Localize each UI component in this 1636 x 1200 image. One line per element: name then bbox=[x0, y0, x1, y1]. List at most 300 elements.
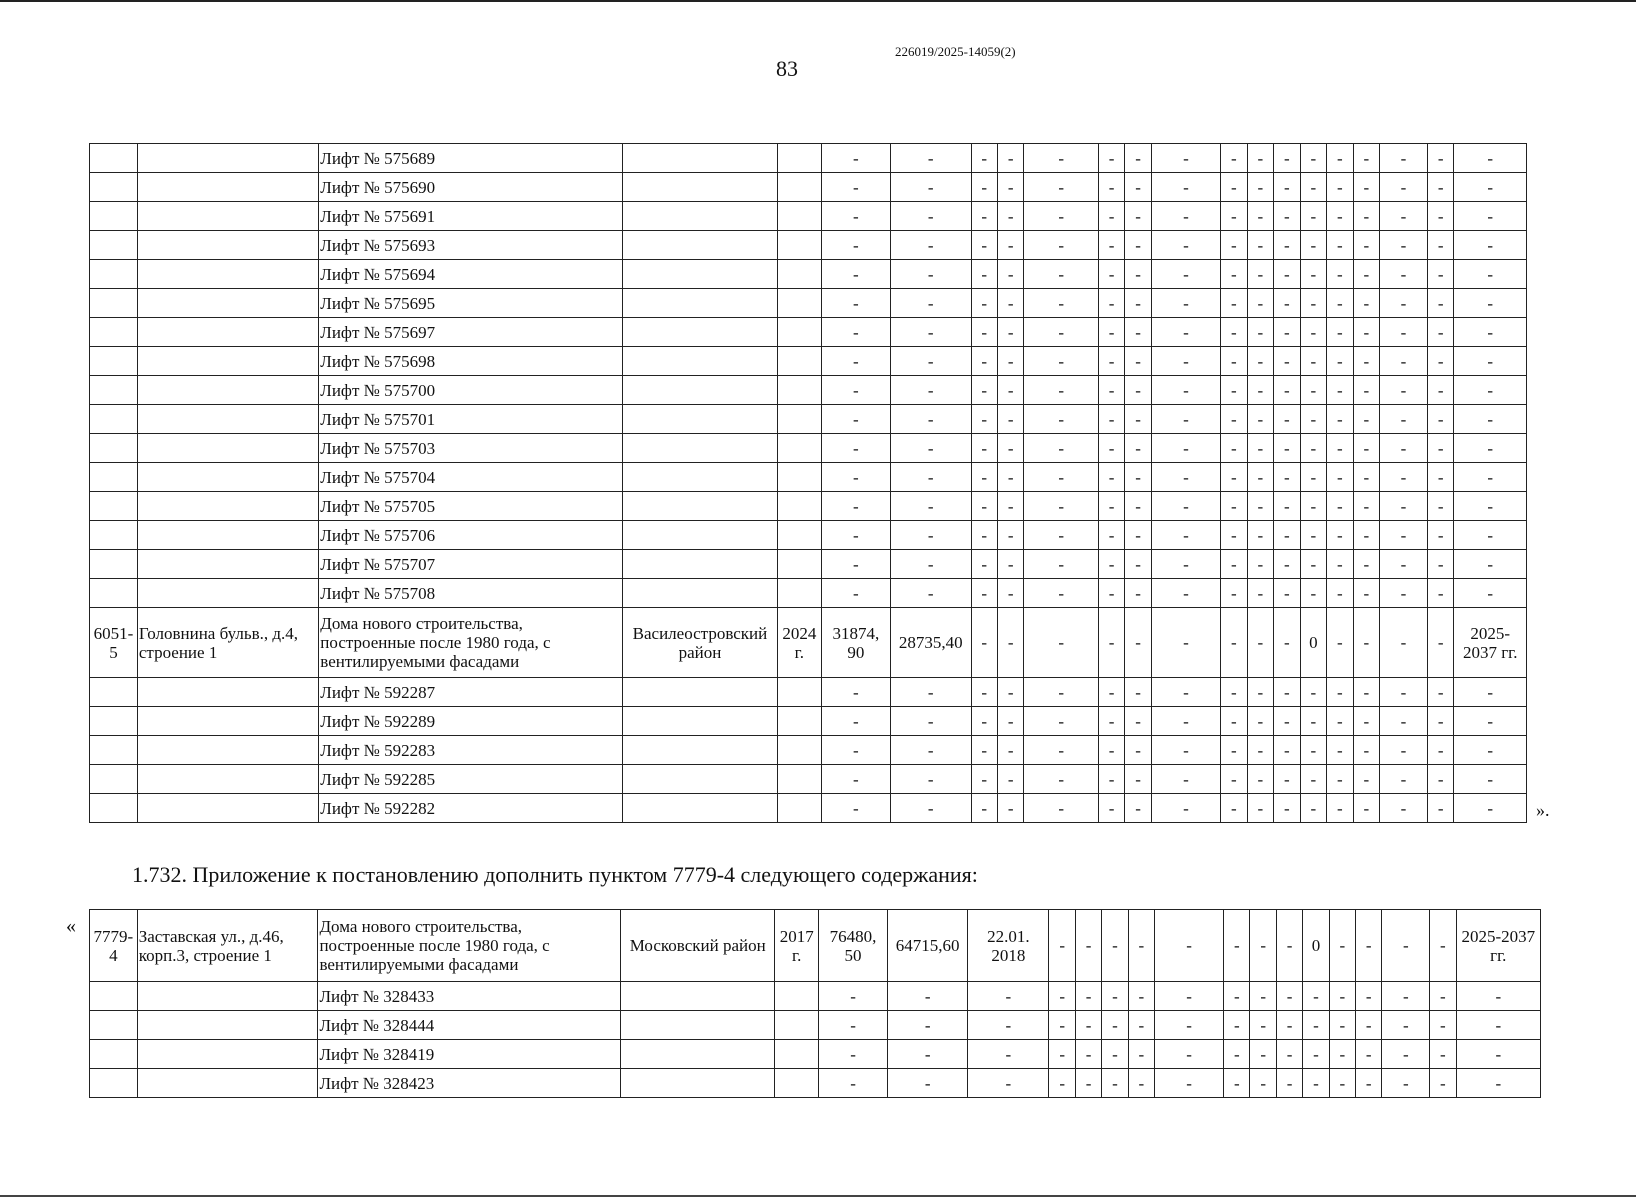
dash-cell: - bbox=[1427, 579, 1453, 608]
dash-cell: - bbox=[1454, 318, 1527, 347]
dash-cell: - bbox=[1247, 231, 1273, 260]
empty-cell bbox=[90, 144, 138, 173]
dash-cell: - bbox=[1221, 608, 1247, 678]
dash-cell: - bbox=[1353, 608, 1379, 678]
dash-cell: - bbox=[1427, 521, 1453, 550]
dash-cell: - bbox=[1098, 376, 1124, 405]
dash-cell: - bbox=[1247, 289, 1273, 318]
table-row-building bbox=[90, 608, 1527, 678]
dash-cell: - bbox=[1274, 736, 1300, 765]
dash-cell: - bbox=[1327, 707, 1353, 736]
empty-cell bbox=[137, 707, 318, 736]
dash-cell: - bbox=[1024, 579, 1098, 608]
dash-cell: - bbox=[1151, 318, 1220, 347]
dash-cell: - bbox=[821, 463, 890, 492]
empty-cell bbox=[137, 794, 318, 823]
dash-cell: - bbox=[891, 347, 972, 376]
empty-cell bbox=[137, 1069, 318, 1098]
table-row-building bbox=[90, 910, 1541, 982]
dash-cell: - bbox=[1327, 405, 1353, 434]
empty-cell bbox=[137, 144, 318, 173]
empty-cell bbox=[623, 550, 778, 579]
empty-cell bbox=[623, 231, 778, 260]
empty-cell bbox=[623, 579, 778, 608]
dash-cell: - bbox=[1356, 1040, 1382, 1069]
dash-cell: - bbox=[1353, 260, 1379, 289]
dash-cell: - bbox=[1454, 736, 1527, 765]
dash-cell: - bbox=[1300, 579, 1326, 608]
dash-cell: - bbox=[1247, 579, 1273, 608]
dash-cell: - bbox=[1221, 202, 1247, 231]
empty-cell bbox=[90, 982, 138, 1011]
dash-cell: - bbox=[1427, 678, 1453, 707]
dash-cell: - bbox=[1098, 260, 1124, 289]
dash-cell: - bbox=[1274, 173, 1300, 202]
dash-cell: - bbox=[1327, 347, 1353, 376]
dash-cell: - bbox=[1380, 550, 1428, 579]
dash-cell: - bbox=[1075, 982, 1101, 1011]
dash-cell: - bbox=[1024, 144, 1098, 173]
dash-cell: - bbox=[1427, 794, 1453, 823]
lift-name: Лифт № 328423 bbox=[318, 1069, 621, 1098]
dash-cell: - bbox=[1250, 1040, 1276, 1069]
lift-name: Лифт № 575701 bbox=[319, 405, 623, 434]
dash-cell: - bbox=[1151, 736, 1220, 765]
table-row-lift bbox=[90, 492, 1527, 521]
dash-cell: - bbox=[1024, 289, 1098, 318]
empty-cell bbox=[90, 678, 138, 707]
empty-cell bbox=[775, 982, 819, 1011]
dash-cell: - bbox=[1155, 1069, 1224, 1098]
dash-cell: - bbox=[1382, 1011, 1430, 1040]
dash-cell: - bbox=[1155, 982, 1224, 1011]
table-row-lift bbox=[90, 794, 1527, 823]
dash-cell: - bbox=[891, 550, 972, 579]
dash-cell: - bbox=[1247, 405, 1273, 434]
dash-cell: - bbox=[998, 173, 1024, 202]
dash-cell: - bbox=[1329, 982, 1355, 1011]
dash-cell: - bbox=[1024, 202, 1098, 231]
empty-cell bbox=[90, 434, 138, 463]
dash-cell: - bbox=[1024, 765, 1098, 794]
lift-name: Лифт № 592289 bbox=[319, 707, 623, 736]
empty-cell bbox=[90, 1011, 138, 1040]
dash-cell: - bbox=[1151, 608, 1220, 678]
table-row-lift bbox=[90, 144, 1527, 173]
dash-cell: - bbox=[1250, 1069, 1276, 1098]
closing-quote: ». bbox=[1536, 800, 1550, 820]
dash-cell: - bbox=[1454, 521, 1527, 550]
dash-cell: - bbox=[971, 492, 997, 521]
dash-cell: - bbox=[1427, 173, 1453, 202]
dash-cell: - bbox=[1098, 521, 1124, 550]
dash-cell: - bbox=[1329, 1011, 1355, 1040]
dash-cell: - bbox=[1380, 492, 1428, 521]
table-row-lift bbox=[90, 736, 1527, 765]
dash-cell: - bbox=[1329, 910, 1355, 982]
dash-cell: - bbox=[1430, 910, 1456, 982]
dash-cell: - bbox=[1221, 579, 1247, 608]
dash-cell: - bbox=[1024, 318, 1098, 347]
dash-cell: - bbox=[891, 463, 972, 492]
dash-cell: - bbox=[998, 434, 1024, 463]
dash-cell: - bbox=[1380, 347, 1428, 376]
dash-cell: - bbox=[971, 794, 997, 823]
empty-cell bbox=[777, 579, 821, 608]
empty-cell bbox=[623, 521, 778, 550]
table-row-lift bbox=[90, 434, 1527, 463]
table-row-lift bbox=[90, 405, 1527, 434]
building-period: 2025-2037 гг. bbox=[1454, 608, 1527, 678]
lift-name: Лифт № 575690 bbox=[319, 173, 623, 202]
dash-cell: - bbox=[1353, 434, 1379, 463]
dash-cell: - bbox=[891, 707, 972, 736]
dash-cell: - bbox=[1454, 678, 1527, 707]
dash-cell: - bbox=[1151, 463, 1220, 492]
dash-cell: - bbox=[1427, 492, 1453, 521]
dash-cell: - bbox=[998, 579, 1024, 608]
dash-cell: - bbox=[1456, 982, 1540, 1011]
dash-cell: - bbox=[1456, 1040, 1540, 1069]
dash-cell: - bbox=[1300, 463, 1326, 492]
dash-cell: - bbox=[998, 289, 1024, 318]
dash-cell: - bbox=[891, 173, 972, 202]
dash-cell: - bbox=[1300, 736, 1326, 765]
dash-cell: - bbox=[891, 678, 972, 707]
dash-cell: - bbox=[1221, 173, 1247, 202]
dash-cell: - bbox=[1151, 765, 1220, 794]
empty-cell bbox=[90, 318, 138, 347]
lift-name: Лифт № 328433 bbox=[318, 982, 621, 1011]
building-area-living: 64715,60 bbox=[888, 910, 968, 982]
dash-cell: - bbox=[1151, 202, 1220, 231]
dash-cell: - bbox=[1247, 144, 1273, 173]
dash-cell: - bbox=[1128, 910, 1154, 982]
dash-cell: - bbox=[1300, 260, 1326, 289]
dash-cell: - bbox=[1300, 794, 1326, 823]
table-row-lift bbox=[90, 289, 1527, 318]
dash-cell: - bbox=[1247, 736, 1273, 765]
dash-cell: - bbox=[1274, 492, 1300, 521]
empty-cell bbox=[775, 1011, 819, 1040]
building-year: 2017 г. bbox=[775, 910, 819, 982]
empty-cell bbox=[775, 1069, 819, 1098]
empty-cell bbox=[90, 550, 138, 579]
dash-cell: - bbox=[1247, 173, 1273, 202]
building-address: Головнина бульв., д.4, строение 1 bbox=[137, 608, 318, 678]
dash-cell: - bbox=[1454, 173, 1527, 202]
table-row-lift bbox=[90, 173, 1527, 202]
empty-cell bbox=[777, 794, 821, 823]
dash-cell: - bbox=[1049, 1011, 1075, 1040]
empty-cell bbox=[137, 260, 318, 289]
dash-cell: - bbox=[821, 492, 890, 521]
empty-cell bbox=[90, 231, 138, 260]
empty-cell bbox=[90, 521, 138, 550]
empty-cell bbox=[777, 347, 821, 376]
dash-cell: - bbox=[1151, 492, 1220, 521]
dash-cell: - bbox=[971, 231, 997, 260]
dash-cell: - bbox=[1427, 260, 1453, 289]
empty-cell bbox=[777, 289, 821, 318]
dash-cell: - bbox=[1098, 318, 1124, 347]
empty-cell bbox=[623, 347, 778, 376]
empty-cell bbox=[90, 1040, 138, 1069]
dash-cell: - bbox=[1353, 736, 1379, 765]
dash-cell: - bbox=[1024, 678, 1098, 707]
empty-cell bbox=[777, 521, 821, 550]
dash-cell: - bbox=[1098, 173, 1124, 202]
dash-cell: - bbox=[1427, 463, 1453, 492]
dash-cell: - bbox=[998, 765, 1024, 794]
dash-cell: - bbox=[1075, 1040, 1101, 1069]
dash-cell: - bbox=[1221, 765, 1247, 794]
dash-cell: - bbox=[1454, 405, 1527, 434]
building-district: Василеостровский район bbox=[623, 608, 778, 678]
dash-cell: - bbox=[1125, 608, 1151, 678]
lift-name: Лифт № 575700 bbox=[319, 376, 623, 405]
dash-cell: - bbox=[1274, 463, 1300, 492]
dash-cell: - bbox=[1221, 318, 1247, 347]
dash-cell: - bbox=[1075, 910, 1101, 982]
zero-cell: 0 bbox=[1300, 608, 1326, 678]
dash-cell: - bbox=[1380, 376, 1428, 405]
dash-cell: - bbox=[1125, 405, 1151, 434]
dash-cell: - bbox=[1303, 982, 1329, 1011]
dash-cell: - bbox=[1098, 765, 1124, 794]
dash-cell: - bbox=[1125, 736, 1151, 765]
dash-cell: - bbox=[1300, 318, 1326, 347]
table-row-lift bbox=[90, 707, 1527, 736]
dash-cell: - bbox=[891, 794, 972, 823]
empty-cell bbox=[90, 289, 138, 318]
dash-cell: - bbox=[891, 144, 972, 173]
dash-cell: - bbox=[1300, 202, 1326, 231]
lift-name: Лифт № 592287 bbox=[319, 678, 623, 707]
dash-cell: - bbox=[1380, 678, 1428, 707]
dash-cell: - bbox=[971, 318, 997, 347]
dash-cell: - bbox=[1353, 405, 1379, 434]
building-area-living: 28735,40 bbox=[891, 608, 972, 678]
dash-cell: - bbox=[1098, 405, 1124, 434]
lift-name: Лифт № 592285 bbox=[319, 765, 623, 794]
dash-cell: - bbox=[998, 463, 1024, 492]
dash-cell: - bbox=[1024, 736, 1098, 765]
dash-cell: - bbox=[1380, 736, 1428, 765]
dash-cell: - bbox=[1300, 492, 1326, 521]
table-row-lift bbox=[90, 579, 1527, 608]
building-date: - bbox=[1024, 608, 1098, 678]
empty-cell bbox=[137, 765, 318, 794]
dash-cell: - bbox=[1300, 173, 1326, 202]
dash-cell: - bbox=[1221, 678, 1247, 707]
dash-cell: - bbox=[1454, 492, 1527, 521]
dash-cell: - bbox=[1128, 982, 1154, 1011]
dash-cell: - bbox=[998, 144, 1024, 173]
dash-cell: - bbox=[1327, 736, 1353, 765]
top-border-line bbox=[0, 0, 1636, 2]
dash-cell: - bbox=[1300, 765, 1326, 794]
empty-cell bbox=[90, 579, 138, 608]
dash-cell: - bbox=[891, 405, 972, 434]
dash-cell: - bbox=[888, 1040, 968, 1069]
dash-cell: - bbox=[1427, 550, 1453, 579]
building-area-total: 76480, 50 bbox=[819, 910, 888, 982]
empty-cell bbox=[137, 347, 318, 376]
empty-cell bbox=[90, 736, 138, 765]
dash-cell: - bbox=[998, 405, 1024, 434]
dash-cell: - bbox=[821, 347, 890, 376]
lift-name: Лифт № 575695 bbox=[319, 289, 623, 318]
dash-cell: - bbox=[821, 550, 890, 579]
dash-cell: - bbox=[1151, 173, 1220, 202]
lift-name: Лифт № 575698 bbox=[319, 347, 623, 376]
dash-cell: - bbox=[1224, 910, 1250, 982]
dash-cell: - bbox=[1151, 231, 1220, 260]
dash-cell: - bbox=[998, 736, 1024, 765]
empty-cell bbox=[775, 1040, 819, 1069]
dash-cell: - bbox=[1300, 521, 1326, 550]
dash-cell: - bbox=[1247, 463, 1273, 492]
dash-cell: - bbox=[1221, 550, 1247, 579]
table-row-lift bbox=[90, 318, 1527, 347]
empty-cell bbox=[623, 318, 778, 347]
building-district: Московский район bbox=[621, 910, 775, 982]
empty-cell bbox=[777, 736, 821, 765]
dash-cell: - bbox=[1024, 434, 1098, 463]
dash-cell: - bbox=[1274, 579, 1300, 608]
dash-cell: - bbox=[821, 736, 890, 765]
dash-cell: - bbox=[1098, 289, 1124, 318]
dash-cell: - bbox=[1151, 405, 1220, 434]
dash-cell: - bbox=[1098, 550, 1124, 579]
dash-cell: - bbox=[1327, 289, 1353, 318]
dash-cell: - bbox=[1247, 794, 1273, 823]
dash-cell: - bbox=[1353, 492, 1379, 521]
table-row-lift bbox=[90, 260, 1527, 289]
dash-cell: - bbox=[1151, 678, 1220, 707]
dash-cell: - bbox=[1221, 144, 1247, 173]
dash-cell: - bbox=[1327, 173, 1353, 202]
dash-cell: - bbox=[1353, 794, 1379, 823]
empty-cell bbox=[623, 707, 778, 736]
dash-cell: - bbox=[1151, 144, 1220, 173]
dash-cell: - bbox=[1300, 144, 1326, 173]
dash-cell: - bbox=[1353, 707, 1379, 736]
building-number: 7779-4 bbox=[90, 910, 138, 982]
building-area-total: 31874, 90 bbox=[821, 608, 890, 678]
dash-cell: - bbox=[1300, 678, 1326, 707]
dash-cell: - bbox=[1300, 405, 1326, 434]
dash-cell: - bbox=[1224, 1040, 1250, 1069]
dash-cell: - bbox=[998, 707, 1024, 736]
dash-cell: - bbox=[1274, 707, 1300, 736]
dash-cell: - bbox=[891, 492, 972, 521]
dash-cell: - bbox=[1353, 463, 1379, 492]
dash-cell: - bbox=[1353, 318, 1379, 347]
dash-cell: - bbox=[1276, 1069, 1302, 1098]
dash-cell: - bbox=[1151, 521, 1220, 550]
empty-cell bbox=[777, 434, 821, 463]
dash-cell: - bbox=[1098, 736, 1124, 765]
dash-cell: - bbox=[891, 289, 972, 318]
table-row-lift bbox=[90, 521, 1527, 550]
dash-cell: - bbox=[1024, 550, 1098, 579]
building-year: 2024 г. bbox=[777, 608, 821, 678]
dash-cell: - bbox=[1454, 202, 1527, 231]
dash-cell: - bbox=[1380, 765, 1428, 794]
dash-cell: - bbox=[1024, 521, 1098, 550]
page-number: 83 bbox=[776, 56, 798, 81]
dash-cell: - bbox=[998, 318, 1024, 347]
dash-cell: - bbox=[1300, 707, 1326, 736]
dash-cell: - bbox=[968, 982, 1049, 1011]
lift-name: Лифт № 575704 bbox=[319, 463, 623, 492]
dash-cell: - bbox=[1274, 289, 1300, 318]
lift-name: Лифт № 575691 bbox=[319, 202, 623, 231]
empty-cell bbox=[137, 202, 318, 231]
dash-cell: - bbox=[819, 1011, 888, 1040]
dash-cell: - bbox=[1300, 550, 1326, 579]
dash-cell: - bbox=[1454, 144, 1527, 173]
dash-cell: - bbox=[1276, 910, 1302, 982]
dash-cell: - bbox=[819, 1040, 888, 1069]
dash-cell: - bbox=[1353, 579, 1379, 608]
dash-cell: - bbox=[891, 765, 972, 794]
dash-cell: - bbox=[1155, 910, 1224, 982]
lift-name: Лифт № 592282 bbox=[319, 794, 623, 823]
empty-cell bbox=[621, 1040, 775, 1069]
dash-cell: - bbox=[1224, 1069, 1250, 1098]
dash-cell: - bbox=[891, 736, 972, 765]
empty-cell bbox=[137, 289, 318, 318]
dash-cell: - bbox=[821, 434, 890, 463]
dash-cell: - bbox=[1454, 289, 1527, 318]
dash-cell: - bbox=[821, 707, 890, 736]
dash-cell: - bbox=[1380, 289, 1428, 318]
dash-cell: - bbox=[971, 173, 997, 202]
dash-cell: - bbox=[1356, 1069, 1382, 1098]
dash-cell: - bbox=[1247, 376, 1273, 405]
dash-cell: - bbox=[1427, 376, 1453, 405]
dash-cell: - bbox=[1353, 202, 1379, 231]
lift-name: Лифт № 328419 bbox=[318, 1040, 621, 1069]
dash-cell: - bbox=[891, 318, 972, 347]
dash-cell: - bbox=[1327, 144, 1353, 173]
table-row-lift bbox=[90, 1069, 1541, 1098]
empty-cell bbox=[777, 202, 821, 231]
dash-cell: - bbox=[971, 579, 997, 608]
empty-cell bbox=[137, 1011, 318, 1040]
dash-cell: - bbox=[819, 1069, 888, 1098]
dash-cell: - bbox=[1128, 1069, 1154, 1098]
dash-cell: - bbox=[1102, 1069, 1128, 1098]
dash-cell: - bbox=[1427, 318, 1453, 347]
dash-cell: - bbox=[1221, 736, 1247, 765]
dash-cell: - bbox=[1276, 1040, 1302, 1069]
dash-cell: - bbox=[1247, 492, 1273, 521]
dash-cell: - bbox=[1125, 347, 1151, 376]
dash-cell: - bbox=[1125, 144, 1151, 173]
dash-cell: - bbox=[1274, 376, 1300, 405]
dash-cell: - bbox=[1454, 434, 1527, 463]
section-paragraph: 1.732. Приложение к постановлению дополнить пунктом 7779-4 следующего содержания: bbox=[132, 862, 978, 887]
lift-name: Лифт № 328444 bbox=[318, 1011, 621, 1040]
dash-cell: - bbox=[1221, 405, 1247, 434]
dash-cell: - bbox=[1327, 318, 1353, 347]
dash-cell: - bbox=[1353, 173, 1379, 202]
dash-cell: - bbox=[821, 521, 890, 550]
